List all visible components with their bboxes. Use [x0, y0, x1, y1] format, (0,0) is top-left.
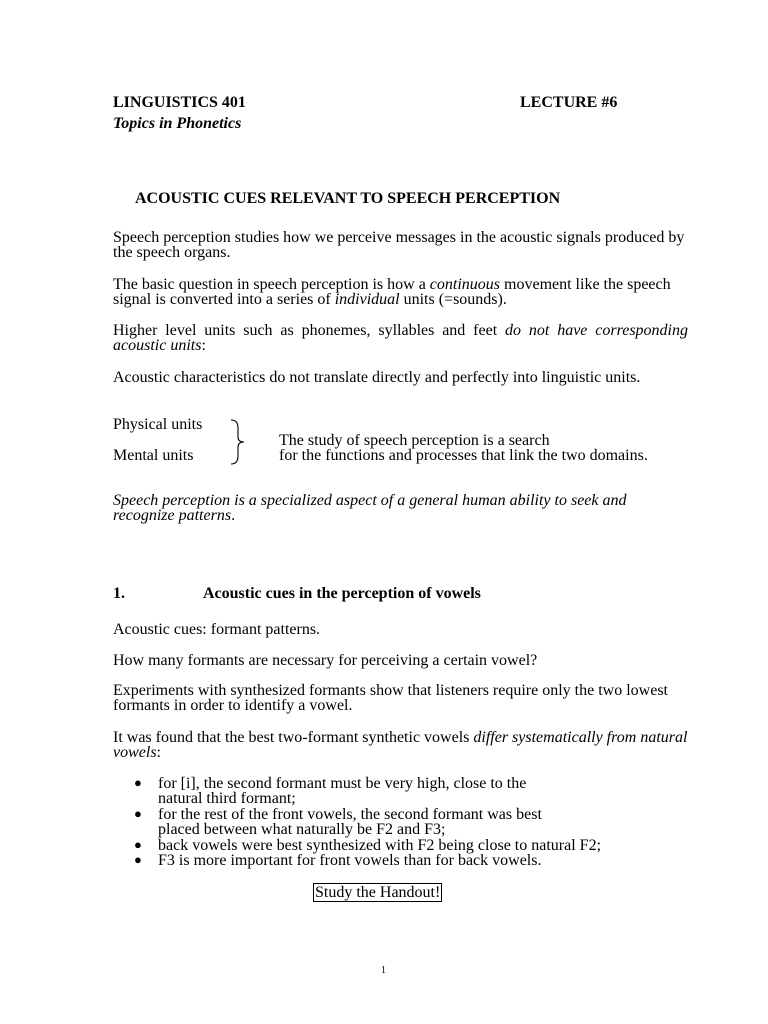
intro-paragraph-4: Acoustic characteristics do not translate directly and perfectly into linguistic units. [113, 369, 641, 386]
text-run: units (=sounds). [399, 291, 507, 308]
page-title: ACOUSTIC CUES RELEVANT TO SPEECH PERCEPTION [135, 190, 561, 207]
intro-paragraph-3 [113, 323, 688, 353]
course-subtitle: Topics in Phonetics [113, 115, 242, 132]
handout-box: Study the Handout! [315, 884, 441, 901]
list-item [158, 807, 542, 837]
lecture-number: LECTURE #6 [520, 94, 618, 111]
list-item-line: for the rest of the front vowels, the second formant was best [158, 806, 542, 823]
list-item-line: for [i], the second formant must be very high, close to the [158, 775, 527, 792]
list-item-line: placed between what naturally be F2 and F3; [158, 821, 446, 838]
text-run: Higher level units such as phonemes, syllables and feet [113, 322, 506, 339]
intro-paragraph-1: Speech perception studies how we perceive messages in the acoustic signals produced by the speech organs. [113, 229, 685, 261]
italic-statement [113, 493, 688, 523]
study-line-2: for the functions and processes that link the two domains. [279, 447, 648, 464]
text-run: It was found that the best two-formant synthetic vowels [113, 729, 474, 746]
course-title: LINGUISTICS 401 [113, 94, 246, 111]
text-run: : [201, 337, 206, 354]
emphasis-no-acoustic-units: do not have corresponding acoustic units [113, 322, 688, 354]
intro-paragraph-2 [113, 277, 688, 307]
list-item: F3 is more important for front vowels than for back vowels. [158, 852, 542, 869]
section-paragraph-2: How many formants are necessary for perceiving a certain vowel? [113, 652, 538, 669]
bullet-icon: ● [134, 806, 142, 821]
handout-note [313, 884, 442, 902]
page-number: 1 [381, 965, 386, 976]
section-paragraph-1: Acoustic cues: formant patterns. [113, 621, 321, 638]
section-paragraph-3: Experiments with synthesized formants show that listeners require only the two lowest formants in order to identify a vowel. [113, 682, 668, 714]
list-item-line: natural third formant; [158, 790, 296, 807]
section-paragraph-4 [113, 730, 688, 760]
text-run: Speech perception is a specialized aspect of a general human ability to seek and recognize patterns [113, 492, 627, 524]
curly-brace-icon [228, 418, 248, 466]
section-heading: Acoustic cues in the perception of vowels [203, 585, 481, 602]
bullet-icon: ● [134, 837, 142, 852]
list-item: back vowels were best synthesized with F2 being close to natural F2; [158, 837, 602, 854]
list-item [158, 776, 526, 806]
mental-units-label: Mental units [113, 447, 194, 464]
study-line-1: The study of speech perception is a search [279, 432, 550, 449]
emphasis-individual: individual [334, 291, 400, 308]
bullet-icon: ● [134, 775, 142, 790]
text-run: . [231, 507, 236, 524]
bullet-icon: ● [134, 852, 142, 867]
text-run: movement like the speech signal is converted into a series of [113, 276, 671, 308]
physical-units-label: Physical units [113, 416, 203, 433]
emphasis-differ: differ systematically from natural vowels [113, 729, 688, 761]
text-run: : [156, 744, 161, 761]
emphasis-continuous: continuous [429, 276, 501, 293]
text-run: The basic question in speech perception is how a [113, 276, 430, 293]
section-number: 1. [113, 585, 125, 602]
